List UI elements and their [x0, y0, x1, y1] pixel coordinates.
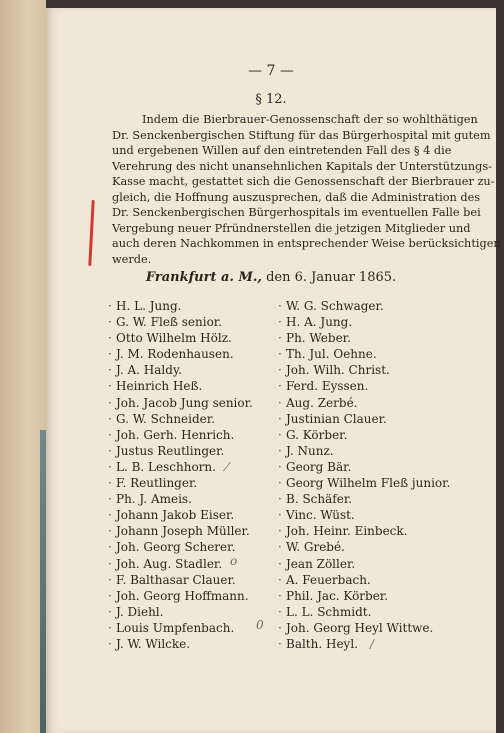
signatory: · Joh. Jacob Jung senior. [108, 395, 253, 410]
signatory: · F. Balthasar Clauer. [108, 572, 236, 587]
paragraph-line: Dr. Senckenbergischen Stiftung für das Bürgerhospital mit gutem [112, 128, 491, 142]
signatory: · Joh. Georg Scherer. [108, 540, 236, 555]
signatory: · Joh. Georg Heyl Wittwe. [278, 620, 434, 635]
signatory: · J. W. Wilcke. [108, 636, 191, 651]
signatory: · Georg Bär. [278, 459, 352, 474]
signatory: · W. G. Schwager. [278, 299, 384, 313]
paragraph-line: Dr. Senckenbergischen Bürgerhospitals im eventuellen Falle bei [112, 206, 481, 219]
signatory: · Joh. Aug. Stadler. o [108, 553, 238, 571]
signatory: · G. W. Schneider. [108, 411, 216, 426]
signatory: · B. Schäfer. [278, 492, 353, 507]
signatory: · Johann Joseph Müller. [108, 524, 250, 539]
paragraph-line: Vergebung neuer Pfründnerstellen die jetzigen Mitglieder und [112, 221, 471, 235]
paragraph-line: Kasse macht, gestattet sich die Genossenschaft der Bierbrauer zu- [112, 175, 495, 188]
signatory: · Johann Jakob Eiser. [108, 508, 235, 523]
signatory: · Otto Wilhelm Hölz. [108, 331, 232, 346]
signatory: · Joh. Wilh. Christ. [278, 363, 390, 378]
signatory: · Phil. Jac. Körber. [278, 588, 389, 603]
paragraph-line: Indem die Bierbrauer-Genossenschaft der so wohlthätigen [142, 113, 478, 126]
signatory: · Louis Umpfenbach. 0 [108, 617, 264, 635]
signatory: · Aug. Zerbé. [278, 395, 358, 410]
paragraph-line: und ergebenen Willen auf den eintretenden Fall des § 4 die [112, 144, 452, 157]
signatory: · Georg Wilhelm Fleß junior. [278, 476, 451, 491]
page-number: — 7 — [248, 63, 294, 79]
signatory: · A. Feuerbach. [278, 572, 371, 587]
signatory: · H. A. Jung. [278, 315, 353, 330]
signatory: · L. B. Leschhorn. ⁄ [108, 459, 229, 474]
signatory: · J. A. Haldy. [108, 363, 182, 378]
signatory: · G. W. Fleß senior. [108, 315, 223, 330]
signatory: · Ferd. Eyssen. [278, 379, 369, 394]
signatory: · Justus Reutlinger. [108, 443, 225, 458]
signatory: · F. Reutlinger. [108, 476, 198, 491]
signatory: · G. Körber. [278, 427, 348, 442]
signatory: · Justinian Clauer. [278, 411, 387, 426]
signatory: · W. Grebé. [278, 540, 345, 555]
signatory: · Jean Zöller. [278, 556, 356, 571]
dateline [46, 270, 496, 285]
signatory: · J. M. Rodenhausen. [108, 347, 234, 362]
signatories-left-column [108, 298, 278, 652]
red-pencil-mark [88, 200, 94, 266]
signatories-right-column [278, 298, 488, 652]
pencil-circle-mark: 0 [256, 617, 264, 632]
pencil-check-mark: / [370, 636, 375, 651]
signatory: · L. L. Schmidt. [278, 604, 372, 619]
signatory: · H. L. Jung. [108, 299, 182, 313]
pencil-check-mark: ⁄ [226, 459, 229, 474]
paragraph-line: Verehrung des nicht unansehnlichen Kapitals der Unterstützungs- [112, 159, 492, 173]
signatory: · Balth. Heyl. / [278, 636, 375, 651]
paragraph-line: gleich, die Hoffnung auszusprechen, daß die Administration des [112, 190, 481, 204]
signatory: · Joh. Georg Hoffmann. [108, 588, 249, 603]
section-title: § 12. [255, 92, 287, 107]
pencil-circle-mark: o [230, 553, 238, 568]
signatory: · Ph. J. Ameis. [108, 492, 192, 507]
paragraph-line: auch deren Nachkommen in entsprechender Weise berücksichtigen [112, 237, 501, 250]
document-page [46, 8, 501, 733]
signatory: · Ph. Weber. [278, 331, 351, 346]
signatory: · Heinrich Heß. [108, 379, 203, 394]
paragraph-line: werde. [112, 252, 152, 266]
dateline-date: den 6. Januar 1865. [266, 270, 397, 285]
signatory: · Th. Jul. Oehne. [278, 347, 377, 362]
signatory: · J. Diehl. [108, 604, 164, 619]
signatory: · J. Nunz. [278, 443, 334, 458]
signatory: · Joh. Gerh. Henrich. [108, 427, 235, 442]
section-paragraph [112, 112, 501, 267]
signatory: · Vinc. Wüst. [278, 508, 355, 523]
signatory: · Joh. Heinr. Einbeck. [278, 524, 408, 539]
dateline-place: Frankfurt a. M., [145, 270, 262, 285]
